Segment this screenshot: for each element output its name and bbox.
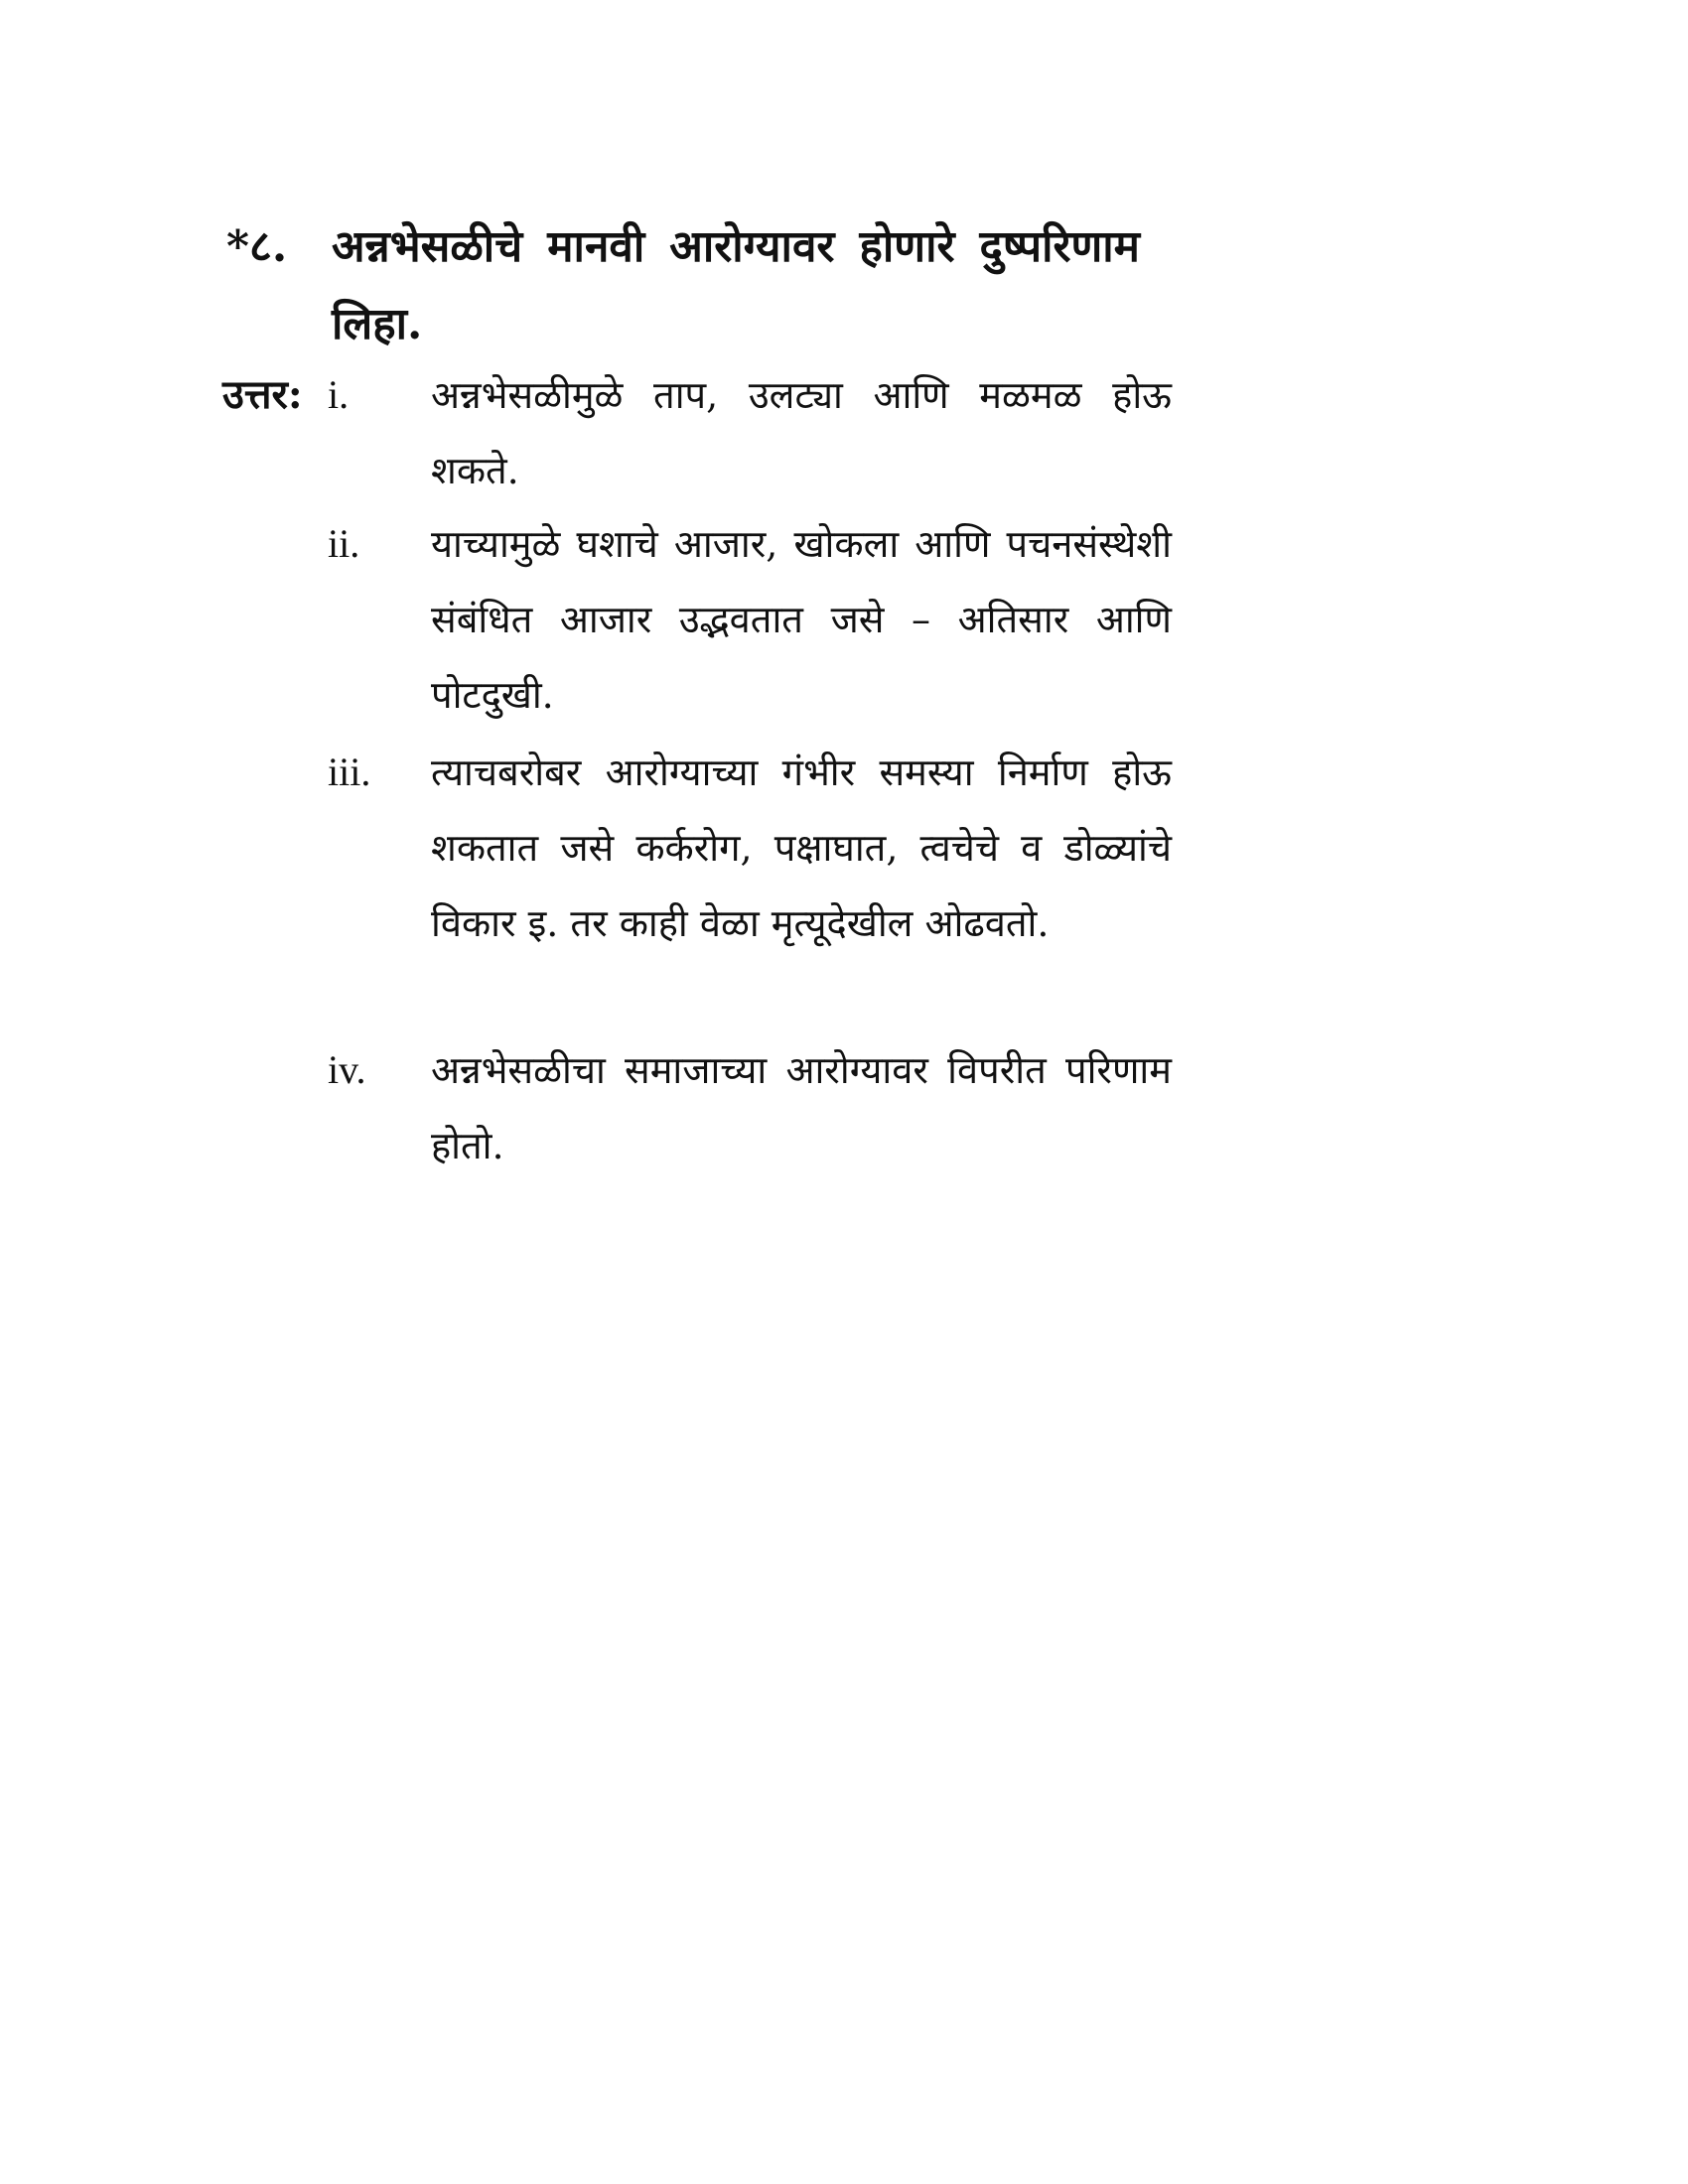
answer-item — [328, 1032, 1172, 1183]
answer-item — [328, 357, 1172, 508]
item-marker: ii. — [328, 521, 360, 566]
item-marker: iv. — [328, 1047, 366, 1092]
answer-item — [328, 735, 1172, 961]
item-marker: i. — [328, 372, 350, 417]
item-marker: iii. — [328, 750, 371, 794]
item-text: याच्यामुळे घशाचे आजार, खोकला आणि पचनसंस्थेशी संबंधित आजार उद्भवतात जसे – अतिसार आणि पोटदुखी. — [431, 522, 1172, 717]
answer-label: उत्तर: — [222, 371, 303, 418]
item-text: अन्नभेसळीमुळे ताप, उलट्या आणि मळमळ होऊ शकते. — [431, 373, 1172, 492]
question-number: *८. — [226, 221, 288, 272]
item-text: त्याचबरोबर आरोग्याच्या गंभीर समस्या निर्माण होऊ शकतात जसे कर्करोग, पक्षाघात, त्वचेचे व डोळ्यांचे विकार इ. तर काही वेळा मृत्यूदेखील ओढवतो. — [431, 751, 1172, 945]
question-block — [226, 208, 1140, 363]
item-text: अन्नभेसळीचा समाजाच्या आरोग्यावर विपरीत परिणाम होतो. — [431, 1048, 1172, 1167]
question-text: अन्नभेसळीचे मानवी आरोग्यावर होणारे दुष्परिणाम लिहा. — [332, 221, 1140, 349]
answer-item — [328, 506, 1172, 733]
